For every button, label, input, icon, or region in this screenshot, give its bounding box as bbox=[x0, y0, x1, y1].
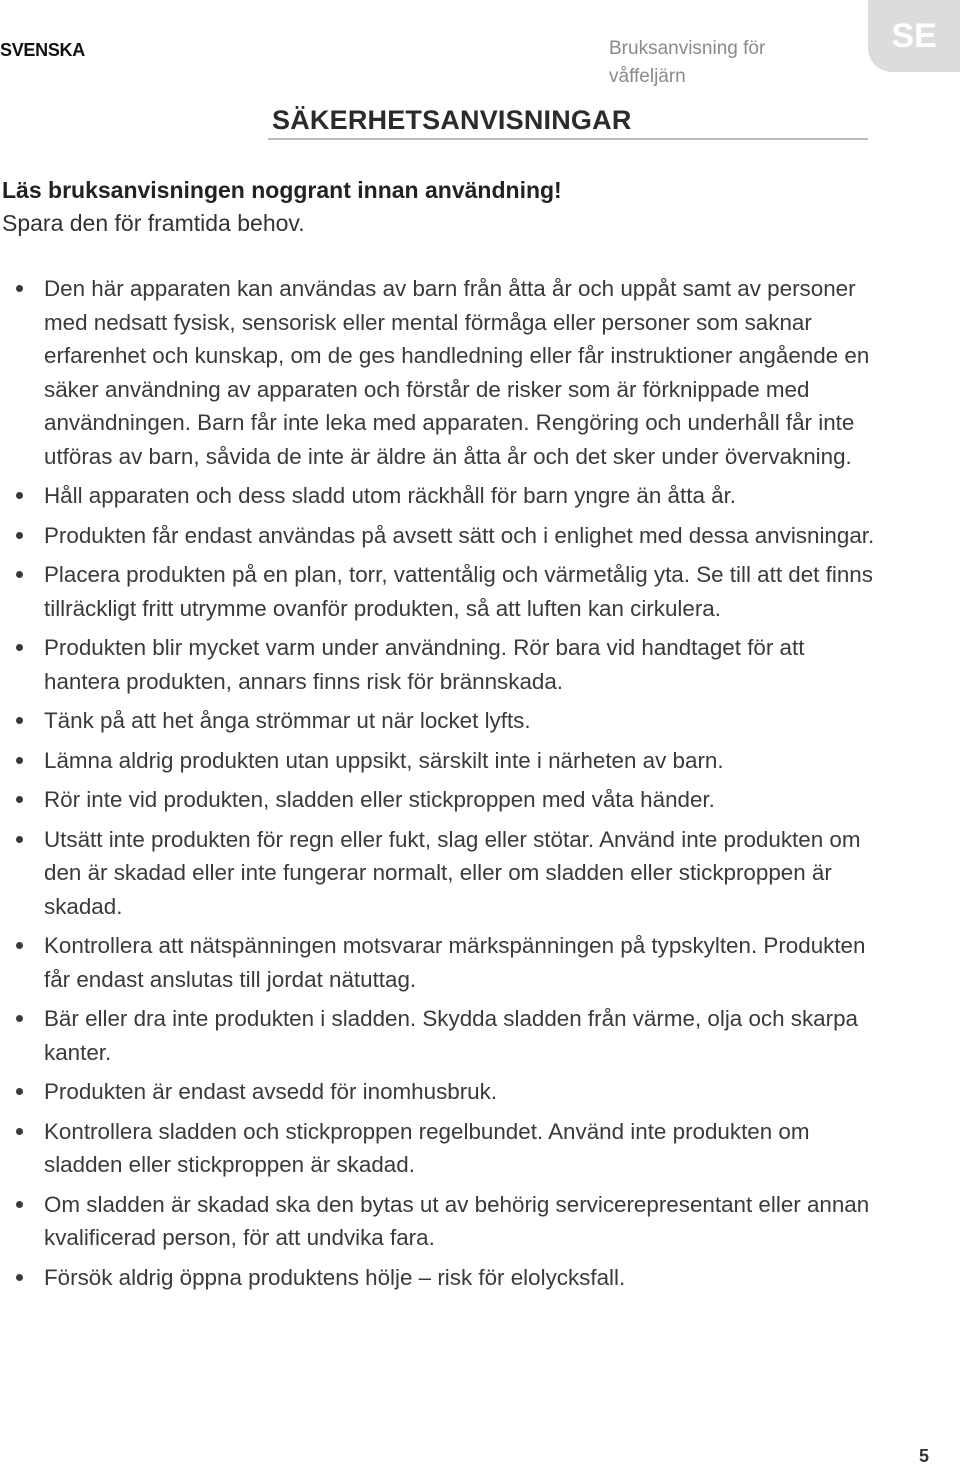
section-heading: SÄKERHETSANVISNINGAR bbox=[272, 105, 632, 135]
language-tab: SE bbox=[868, 0, 960, 72]
bullet-icon bbox=[16, 644, 23, 651]
list-item-text: Bär eller dra inte produkten i sladden. Skydda sladden från värme, olja och skarpa kanter. bbox=[44, 1006, 858, 1065]
list-item-text: Utsätt inte produkten för regn eller fukt, slag eller stötar. Använd inte produkten om den är skadad eller inte fungerar normalt, eller om sladden eller stickproppen är skadad. bbox=[44, 826, 861, 919]
bullet-icon bbox=[16, 796, 23, 803]
bullet-icon bbox=[16, 532, 23, 539]
intro-bold-line: Läs bruksanvisningen noggrant innan användning! bbox=[2, 177, 562, 203]
list-item-text: Kontrollera att nätspänningen motsvarar märkspänningen på typskylten. Produkten får endast anslutas till jordat nätuttag. bbox=[44, 933, 866, 992]
list-item bbox=[0, 1188, 880, 1255]
intro-normal-line: Spara den för framtida behov. bbox=[2, 210, 305, 236]
list-item bbox=[0, 272, 880, 473]
list-item-text: Om sladden är skadad ska den bytas ut av behörig servicerepresentant eller annan kvalificerad person, för att undvika fara. bbox=[44, 1191, 870, 1250]
list-item bbox=[0, 479, 880, 513]
safety-instructions-list bbox=[0, 272, 880, 1300]
language-label: SVENSKA bbox=[0, 40, 85, 60]
list-item bbox=[0, 1075, 880, 1109]
list-item-text: Lämna aldrig produkten utan uppsikt, särskilt inte i närheten av barn. bbox=[44, 747, 724, 773]
bullet-icon bbox=[16, 492, 23, 499]
list-item bbox=[0, 1261, 880, 1295]
list-item-text: Rör inte vid produkten, sladden eller stickproppen med våta händer. bbox=[44, 787, 715, 812]
list-item bbox=[0, 1115, 880, 1182]
list-item bbox=[0, 783, 880, 817]
bullet-icon bbox=[16, 285, 23, 292]
bullet-icon bbox=[16, 571, 23, 578]
bullet-icon bbox=[16, 717, 23, 724]
list-item bbox=[0, 823, 880, 924]
list-item-text: Placera produkten på en plan, torr, vattentålig och värmetålig yta. Se till att det finns tillräckligt fritt utrymme ovanför produkten, så att luften kan cirkulera. bbox=[44, 562, 873, 621]
document-title: Bruksanvisning för våffeljärn bbox=[609, 38, 766, 87]
list-item-text: Produkten blir mycket varm under användning. Rör bara vid handtaget för att hantera produkten, annars finns risk för brännskada. bbox=[44, 635, 805, 694]
bullet-icon bbox=[16, 1015, 23, 1022]
list-item bbox=[0, 519, 880, 553]
bullet-icon bbox=[16, 1201, 23, 1208]
list-item bbox=[0, 929, 880, 996]
list-item-text: Försök aldrig öppna produktens hölje – risk för elolycksfall. bbox=[44, 1264, 626, 1290]
bullet-icon bbox=[16, 757, 23, 764]
header-divider bbox=[268, 138, 868, 140]
bullet-icon bbox=[16, 1128, 23, 1135]
bullet-icon bbox=[16, 1088, 23, 1095]
bullet-icon bbox=[16, 836, 23, 843]
list-item-text: Produkten är endast avsedd för inomhusbruk. bbox=[44, 1079, 498, 1104]
bullet-icon bbox=[16, 1274, 23, 1281]
list-item bbox=[0, 1002, 880, 1069]
list-item bbox=[0, 558, 880, 625]
list-item bbox=[0, 704, 880, 738]
bullet-icon bbox=[16, 942, 23, 949]
page-number: 5 bbox=[918, 1446, 929, 1466]
list-item bbox=[0, 631, 880, 698]
list-item-text: Tänk på att het ånga strömmar ut när locket lyfts. bbox=[44, 708, 531, 733]
list-item-text: Den här apparaten kan användas av barn från åtta år och uppåt samt av personer med nedsatt fysisk, sensorisk eller mental förmåga eller personer som saknar erfarenhet och kunskap, om de ges handledning eller får instruktioner angående en säker användning av apparaten och förstår de risker som är förknippade med användningen. Barn får inte leka med apparaten. Rengöring och underhåll får inte utföras av barn, såvida de inte är äldre än åtta år och det sker under övervakning. bbox=[44, 276, 870, 469]
list-item-text: Produkten får endast användas på avsett sätt och i enlighet med dessa anvisningar. bbox=[44, 522, 875, 548]
list-item-text: Kontrollera sladden och stickproppen regelbundet. Använd inte produkten om sladden eller stickproppen är skadad. bbox=[44, 1118, 810, 1177]
list-item-text: Håll apparaten och dess sladd utom räckhåll för barn yngre än åtta år. bbox=[44, 483, 737, 508]
list-item bbox=[0, 744, 880, 778]
